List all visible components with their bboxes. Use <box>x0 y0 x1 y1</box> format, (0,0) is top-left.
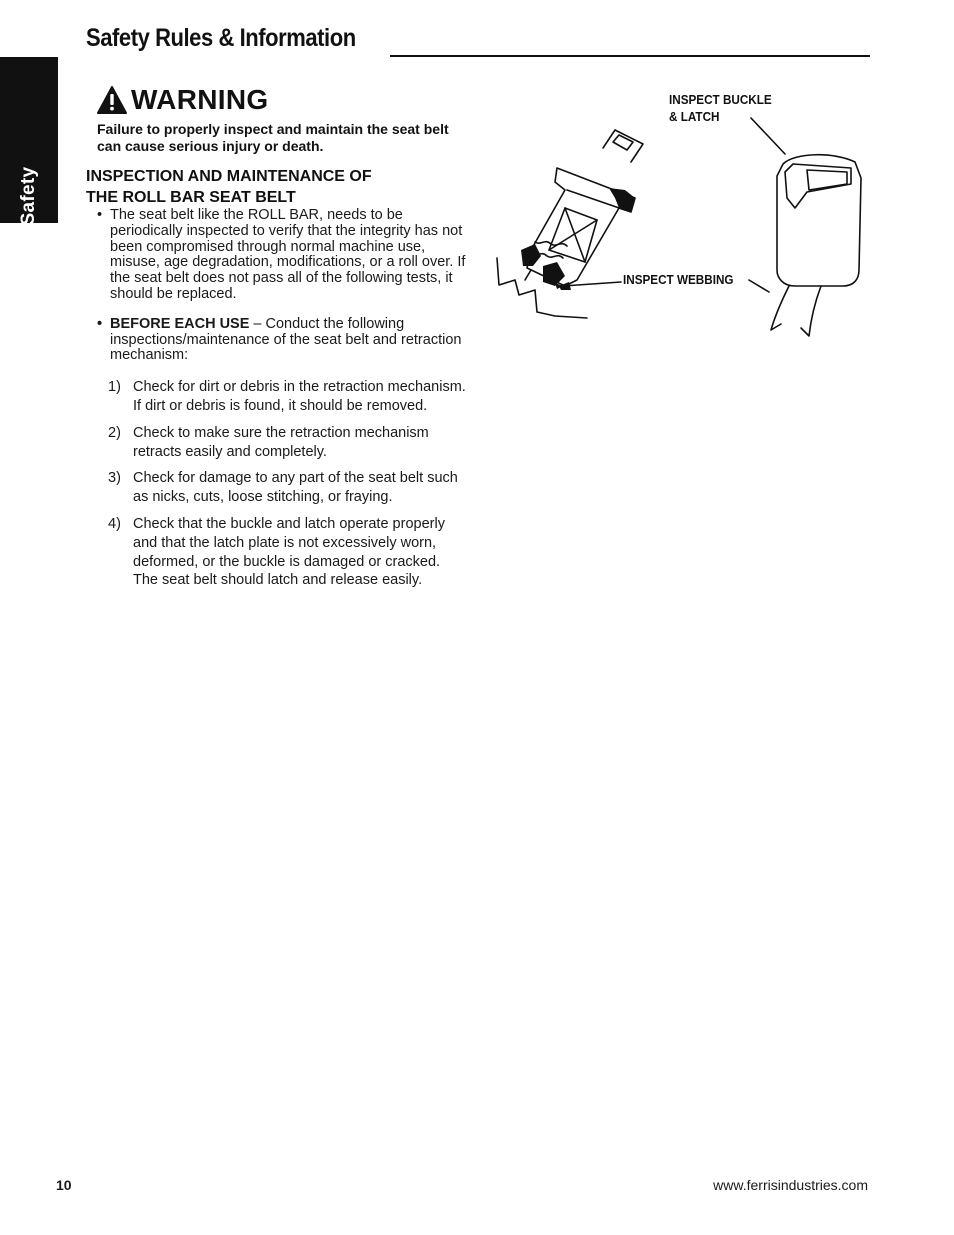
callout-buckle-line-1: INSPECT BUCKLE <box>669 92 772 107</box>
warning-word: WARNING <box>131 84 269 115</box>
step-item <box>94 469 466 507</box>
callout-buckle-line-2: & LATCH <box>669 109 720 124</box>
callout-inspect-buckle <box>669 91 772 125</box>
footer-url: www.ferrisindustries.com <box>713 1177 868 1193</box>
section-heading-line-1: INSPECTION AND MAINTENANCE OF <box>86 168 372 185</box>
step-item <box>94 424 466 462</box>
section-heading-line-2: THE ROLL BAR SEAT BELT <box>86 189 296 206</box>
body-text <box>94 208 466 598</box>
step-text: Check for damage to any part of the seat belt such as nicks, cuts, loose stitching, or fraying. <box>133 470 458 506</box>
step-text: Check for dirt or debris in the retraction mechanism. If dirt or debris is found, it should be removed. <box>133 379 466 414</box>
bullet-item-before-each-use <box>94 317 466 364</box>
header-rule <box>390 55 870 57</box>
warning-message: Failure to properly inspect and maintain the seat belt can cause serious injury or death. <box>97 121 449 154</box>
step-text: Check to make sure the retraction mechanism retracts easily and completely. <box>133 424 429 460</box>
step-number: 1) <box>108 379 121 396</box>
bullet-item: • The seat belt like the ROLL BAR, needs to be periodically inspected to verify that the integrity has not been compromised through normal machine use, misuse, age degradation, modifications, or a roll over. If the seat belt does not pass all of the following tests, it should be replaced. <box>94 208 466 303</box>
warning-triangle-icon <box>96 85 128 115</box>
step-item <box>94 515 466 590</box>
step-number: 2) <box>108 424 121 441</box>
step-number: 4) <box>108 515 121 532</box>
page-number: 10 <box>56 1177 72 1193</box>
step-item <box>94 378 466 416</box>
section-tab <box>0 57 58 226</box>
inspection-steps <box>94 378 466 590</box>
seat-belt-illustration <box>485 80 885 350</box>
section-heading <box>86 166 456 208</box>
step-text: Check that the buckle and latch operate properly and that the latch plate is not excessively worn, deformed, or the buckle is damaged or cracked. The seat belt should latch and release easily. <box>133 515 445 589</box>
warning-heading <box>96 84 268 116</box>
page-title: Safety Rules & Information <box>86 24 356 52</box>
section-tab-label: Safety <box>18 166 39 226</box>
callout-inspect-webbing: INSPECT WEBBING <box>623 272 734 287</box>
bullet-text: – Conduct the following inspections/maintenance of the seat belt and retraction mechanism: <box>110 315 462 364</box>
bullet-bold-lead: BEFORE EACH USE <box>110 315 250 332</box>
step-number: 3) <box>108 470 121 487</box>
